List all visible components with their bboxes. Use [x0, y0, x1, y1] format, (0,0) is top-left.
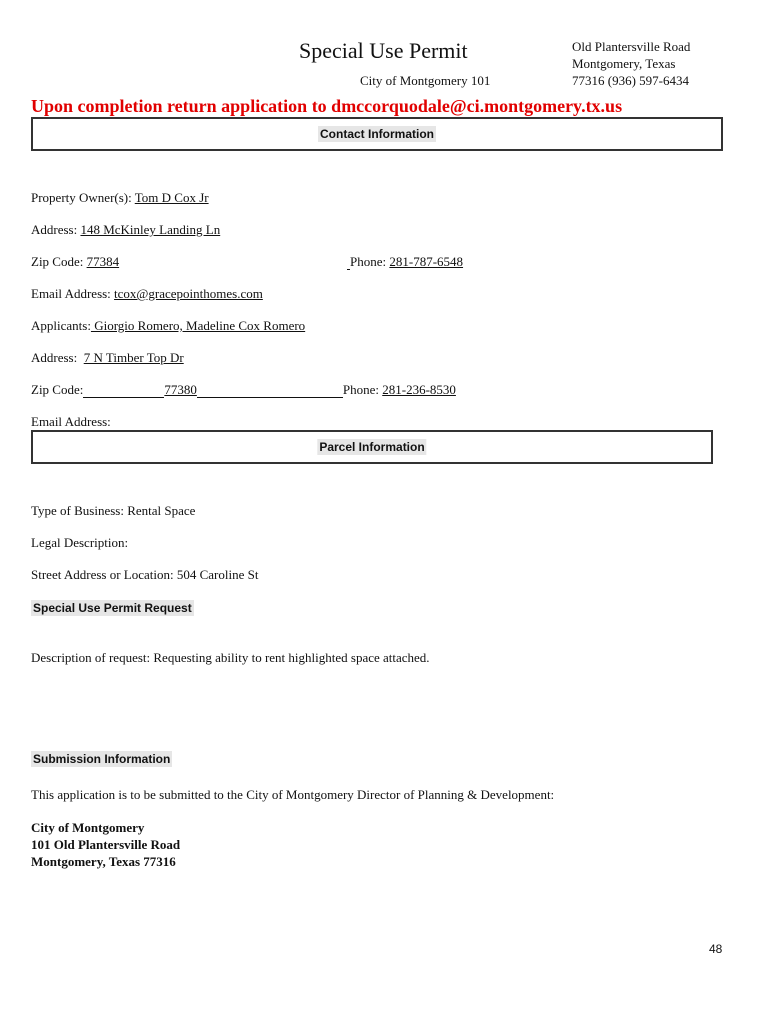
owner-phone-value: 281-787-6548 — [389, 254, 464, 269]
request-heading-wrap — [31, 599, 194, 617]
owner-address-value: 148 McKinley Landing Ln — [80, 222, 221, 237]
applicant-phone-label: Phone: — [342, 382, 383, 397]
owner-zip-value: 77384 — [86, 254, 120, 269]
header-address — [572, 38, 690, 89]
parcel-heading: Parcel Information — [319, 440, 425, 454]
applicant-address-label: Address: — [31, 350, 84, 365]
request-heading: Special Use Permit Request — [33, 601, 192, 615]
owner-zip-row — [31, 254, 119, 270]
applicants-label: Applicants: — [31, 318, 91, 333]
owner-label: Property Owner(s): — [31, 190, 135, 205]
request-description: Description of request: Requesting ability to rent highlighted space attached. — [31, 650, 430, 665]
owner-email-value: tcox@gracepointhomes.com — [114, 286, 263, 301]
owner-email-label: Email Address: — [31, 286, 115, 301]
page-subtitle: City of Montgomery 101 — [360, 73, 491, 88]
owner-phone-row — [347, 254, 463, 270]
return-notice: Upon completion return application to dmccorquodale@ci.montgomery.tx.us — [31, 96, 623, 116]
owner-zip-label: Zip Code: — [31, 254, 87, 269]
applicant-address-value: 7 N Timber Top Dr — [83, 350, 184, 365]
owner-value: Tom D Cox Jr — [134, 190, 209, 205]
page-number: 48 — [709, 942, 723, 956]
submission-address — [31, 819, 180, 870]
applicant-zip-value: 77380 — [164, 382, 197, 397]
applicant-zip-row — [31, 382, 456, 398]
applicant-email-row — [31, 414, 111, 430]
submission-address-line: 101 Old Plantersville Road — [31, 837, 181, 852]
owner-address-row — [31, 222, 220, 238]
applicants-value: Giorgio Romero, Madeline Cox Romero — [90, 318, 306, 333]
owner-address-label: Address: — [31, 222, 81, 237]
parcel-section-box — [31, 430, 713, 464]
street-address: Street Address or Location: 504 Caroline St — [31, 567, 259, 582]
applicant-email-label: Email Address: — [31, 414, 111, 429]
contact-section-box — [31, 117, 723, 151]
submission-heading: Submission Information — [33, 752, 171, 766]
submission-address-line: City of Montgomery — [31, 820, 145, 835]
header-address-line: 77316 (936) 597-6434 — [572, 73, 689, 88]
owner-row — [31, 190, 209, 206]
page-title: Special Use Permit — [299, 38, 468, 63]
applicants-row — [31, 318, 305, 334]
contact-heading: Contact Information — [320, 127, 434, 141]
legal-description: Legal Description: — [31, 535, 129, 550]
applicant-address-row — [31, 350, 184, 366]
submission-text: This application is to be submitted to the City of Montgomery Director of Planning & Development: — [31, 787, 555, 802]
owner-phone-label: Phone: — [350, 254, 390, 269]
applicant-zip-label: Zip Code: — [31, 382, 84, 397]
header-address-line: Old Plantersville Road — [572, 39, 691, 54]
submission-address-line: Montgomery, Texas 77316 — [31, 854, 176, 869]
header-address-line: Montgomery, Texas — [572, 56, 676, 71]
owner-email-row — [31, 286, 263, 302]
submission-heading-wrap — [31, 750, 172, 768]
business-type: Type of Business: Rental Space — [31, 503, 196, 518]
applicant-phone-value: 281-236-8530 — [382, 382, 456, 397]
